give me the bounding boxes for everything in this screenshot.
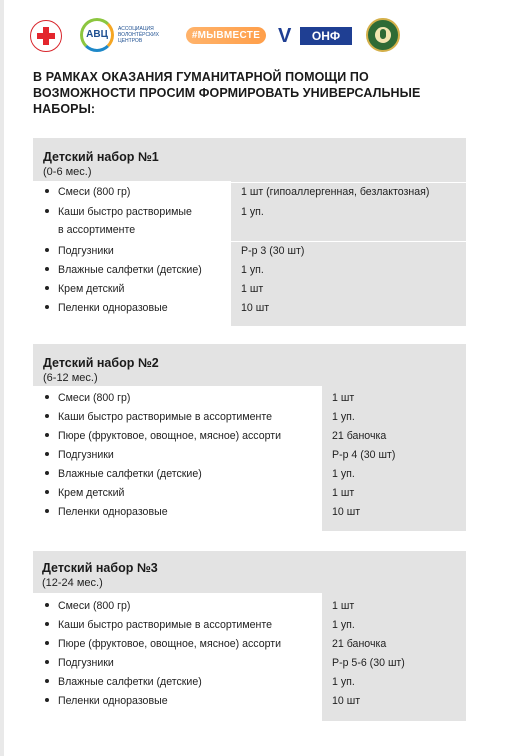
mymeste-badge: #МЫВМЕСТЕ <box>186 27 266 44</box>
kit-2-header <box>43 355 159 386</box>
list-item: Подгузники Р-р 3 (30 шт) <box>33 241 466 242</box>
partner-logos <box>30 18 490 54</box>
onf-label: ОНФ <box>300 27 352 45</box>
avc-logo: АВЦ <box>80 18 114 52</box>
onf-v-mark: V <box>278 25 292 47</box>
kit-age: (0-6 мес.) <box>43 166 92 178</box>
kit-1-table: Детский набор №1 (0-6 мес.) Смеси (800 гр) 1 шт (гипоаллергенная, безлактозная) Каши быстро растворимые в ассортименте 1 уп. Подгузники Р-р 3 (30 шт) Влажные салфетки (детские) 1 уп. Крем детский 1 шт Пеленки одноразовые 10 шт <box>33 138 466 326</box>
kit-1-header <box>43 149 159 180</box>
kit-3-header <box>42 560 158 591</box>
onf-logo <box>278 25 354 47</box>
kit-age: (6-12 мес.) <box>43 372 98 384</box>
emblem-icon <box>366 18 400 52</box>
kit-title: Детский набор №2 <box>43 356 159 370</box>
kit-title: Детский набор №1 <box>43 150 159 164</box>
kit-3-table: Детский набор №3 (12-24 мес.) Смеси (800 гр) 1 шт Каши быстро растворимые в ассортименте 1 уп. Пюре (фруктовое, овощное, мясное) ассорти 21 баночка Подгузники Р-р 5-6 (30 шт) Влажные салфетки (детские) 1 уп. Пеленки одноразовые 10 шт <box>33 551 466 721</box>
page-edge <box>0 0 4 756</box>
kit-title: Детский набор №3 <box>42 561 158 575</box>
kit-2-table: Детский набор №2 (6-12 мес.) Смеси (800 гр) 1 шт Каши быстро растворимые в ассортименте 1 уп. Пюре (фруктовое, овощное, мясное) ассорти 21 баночка Подгузники Р-р 4 (30 шт) Влажные салфетки (детские) 1 уп. Крем детский 1 шт Пеленки одноразовые 10 шт <box>33 344 466 531</box>
avc-caption: АССОЦИАЦИЯ ВОЛОНТЁРСКИХ ЦЕНТРОВ <box>118 26 159 44</box>
page-heading: В РАМКАХ ОКАЗАНИЯ ГУМАНИТАРНОЙ ПОМОЩИ ПО ВОЗМОЖНОСТИ ПРОСИМ ФОРМИРОВАТЬ УНИВЕРСАЛЬНЫЕ НАБОРЫ: <box>33 70 421 116</box>
kit-age: (12-24 мес.) <box>42 577 103 589</box>
red-cross-icon <box>30 20 62 52</box>
